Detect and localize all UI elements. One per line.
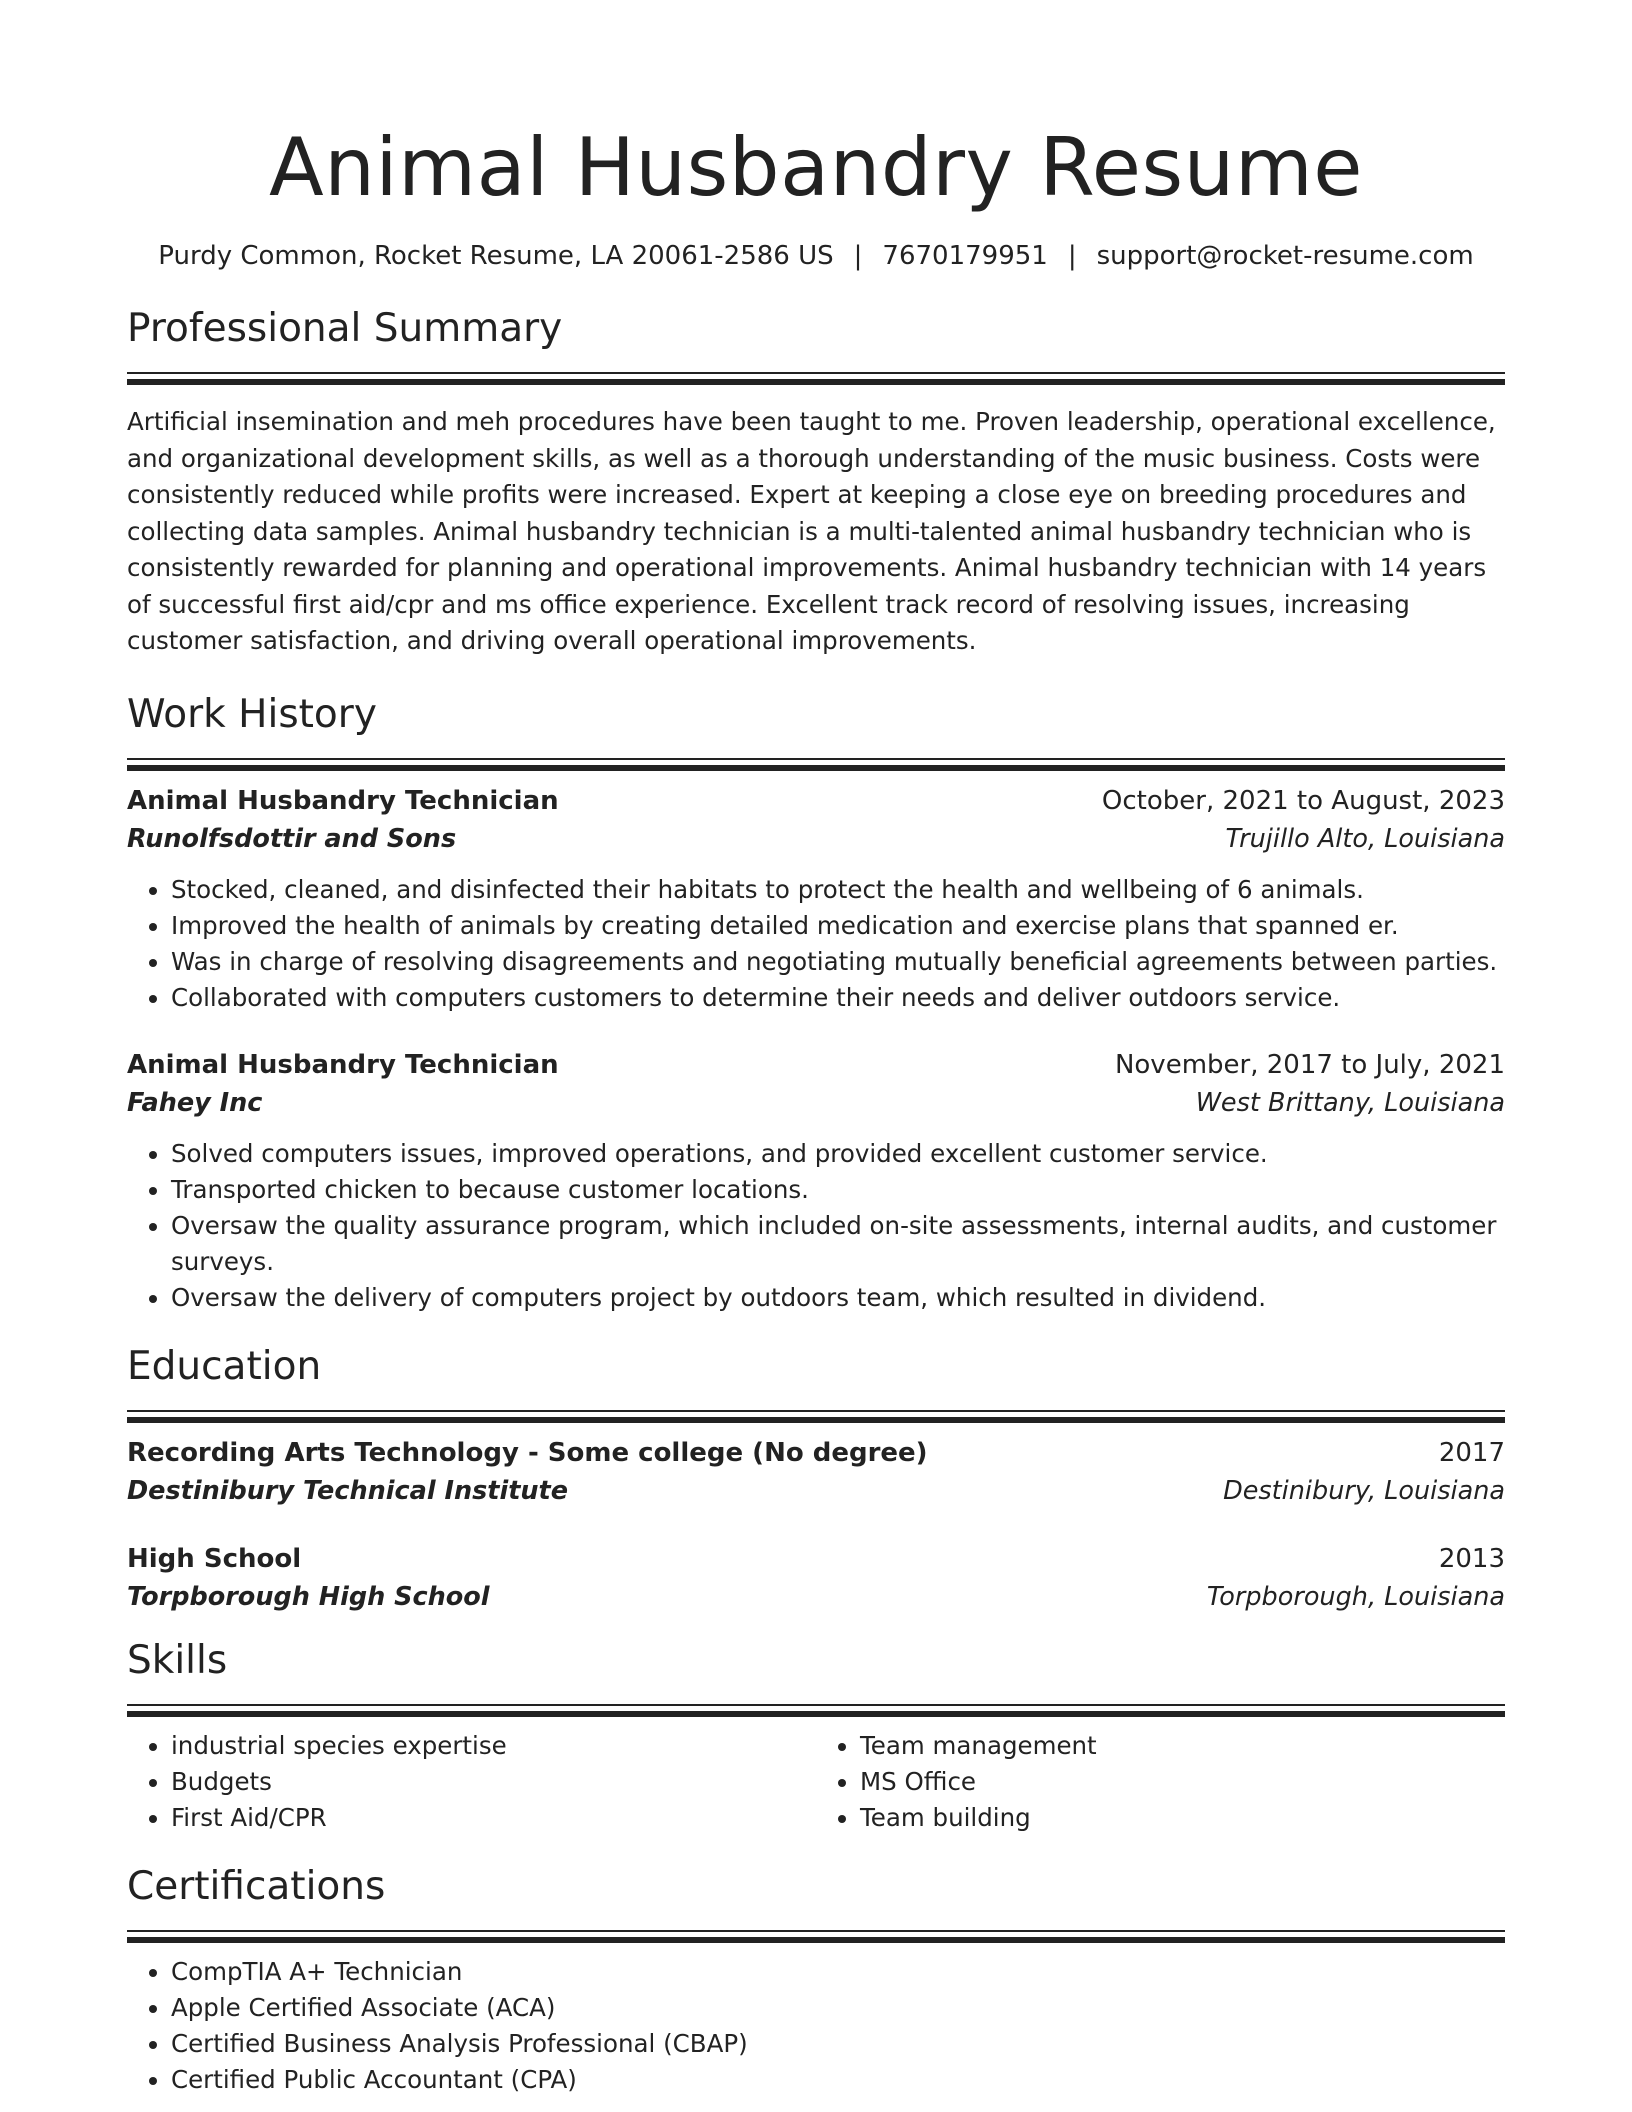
education-header-row — [127, 1540, 1505, 1578]
school-name: Torpborough High School — [127, 1581, 490, 1612]
section-divider — [127, 372, 1505, 384]
job-company-row — [127, 820, 1505, 858]
list-item: • Solved computers issues, improved operations, and provided excellent customer service. — [171, 1136, 1505, 1172]
summary-text: Artificial insemination and meh procedures have been taught to me. Proven leadership, operational excellence, and organizational development skills, as well as a thorough understanding of the music business. Costs were consistently reduced while profits were increased. Expert at keeping a close eye on breeding procedures and collecting data samples. Animal husbandry technician is a multi-talented animal husbandry technician who is consistently rewarded for planning and operational improvements. Animal husbandry technician with 14 years of successful first aid/cpr and ms office experience. Excellent track record of resolving issues, increasing customer satisfaction, and driving overall operational improvements. — [127, 407, 1496, 655]
job-title: Animal Husbandry Technician — [127, 1049, 559, 1080]
job-location: West Brittany, Louisiana — [1195, 1087, 1505, 1118]
job-header-row — [127, 782, 1505, 820]
school-location: Torpborough, Louisiana — [1206, 1581, 1505, 1612]
job-header-row — [127, 1046, 1505, 1084]
section-divider — [127, 1704, 1505, 1716]
list-item: • Team building — [860, 1800, 1505, 1836]
job-company: Runolfsdottir and Sons — [127, 823, 457, 854]
section-divider — [127, 1930, 1505, 1942]
list-item: • Certified Public Accountant (CPA) — [171, 2062, 1505, 2098]
education-school-row — [127, 1578, 1505, 1616]
list-item: • First Aid/CPR — [171, 1800, 816, 1836]
job-company-row — [127, 1084, 1505, 1122]
list-item: • MS Office — [860, 1764, 1505, 1800]
skills-column-right — [816, 1728, 1505, 1836]
skills-column-left — [127, 1728, 816, 1836]
address-text: Purdy Common, Rocket Resume, LA 20061-2586 US — [158, 241, 834, 271]
education-year: 2017 — [1438, 1437, 1505, 1468]
education-school-row — [127, 1472, 1505, 1510]
job-location: Trujillo Alto, Louisiana — [1225, 823, 1505, 854]
section-work-history — [127, 690, 1505, 1316]
degree-name: High School — [127, 1543, 302, 1574]
list-item: • Certified Business Analysis Professional (CBAP) — [171, 2026, 1505, 2062]
section-heading: Skills — [127, 1637, 228, 1683]
section-heading: Professional Summary — [127, 306, 563, 351]
section-certifications — [127, 1862, 1505, 2098]
list-item: • Oversaw the quality assurance program, which included on-site assessments, internal audits, and customer surveys. — [171, 1208, 1505, 1280]
job-bullets — [127, 872, 1505, 1016]
degree-name: Recording Arts Technology - Some college (No degree) — [127, 1437, 928, 1468]
contact-separator: | — [1067, 241, 1077, 271]
section-skills — [127, 1636, 1505, 1836]
job-entry — [127, 782, 1505, 1016]
job-bullets — [127, 1136, 1505, 1316]
list-item: • Collaborated with computers customers to determine their needs and deliver outdoors service. — [171, 980, 1505, 1016]
phone-text: 7670179951 — [882, 241, 1048, 271]
section-heading: Work History — [127, 691, 377, 737]
skills-grid — [127, 1728, 1505, 1836]
education-entry — [127, 1434, 1505, 1510]
section-summary — [127, 304, 1505, 660]
list-item: • industrial species expertise — [171, 1728, 816, 1764]
job-title: Animal Husbandry Technician — [127, 785, 559, 816]
school-location: Destinibury, Louisiana — [1223, 1475, 1505, 1506]
list-item: • Team management — [860, 1728, 1505, 1764]
list-item: • Improved the health of animals by creating detailed medication and exercise plans that spanned er. — [171, 908, 1505, 944]
job-company: Fahey Inc — [127, 1087, 263, 1118]
email-text: support@rocket-resume.com — [1096, 241, 1474, 271]
certifications-list — [127, 1954, 1505, 2098]
section-divider — [127, 758, 1505, 770]
section-education — [127, 1342, 1505, 1616]
section-heading: Certifications — [127, 1863, 386, 1909]
education-entry — [127, 1540, 1505, 1616]
education-header-row — [127, 1434, 1505, 1472]
list-item: • Was in charge of resolving disagreements and negotiating mutually beneficial agreements between parties. — [171, 944, 1505, 980]
list-item: • Oversaw the delivery of computers project by outdoors team, which resulted in dividend. — [171, 1280, 1505, 1316]
list-item: • CompTIA A+ Technician — [171, 1954, 1505, 1990]
resume-title: Animal Husbandry Resume — [269, 121, 1363, 214]
list-item: • Apple Certified Associate (ACA) — [171, 1990, 1505, 2026]
list-item: • Budgets — [171, 1764, 816, 1800]
job-dates: October, 2021 to August, 2023 — [1101, 785, 1505, 816]
job-dates: November, 2017 to July, 2021 — [1114, 1049, 1505, 1080]
section-divider — [127, 1410, 1505, 1422]
list-item: • Stocked, cleaned, and disinfected their habitats to protect the health and wellbeing of 6 animals. — [171, 872, 1505, 908]
section-heading: Education — [127, 1343, 322, 1389]
contact-line — [127, 238, 1505, 274]
education-year: 2013 — [1438, 1543, 1505, 1574]
school-name: Destinibury Technical Institute — [127, 1475, 569, 1506]
contact-separator: | — [853, 241, 863, 271]
job-entry — [127, 1046, 1505, 1316]
list-item: • Transported chicken to because customer locations. — [171, 1172, 1505, 1208]
